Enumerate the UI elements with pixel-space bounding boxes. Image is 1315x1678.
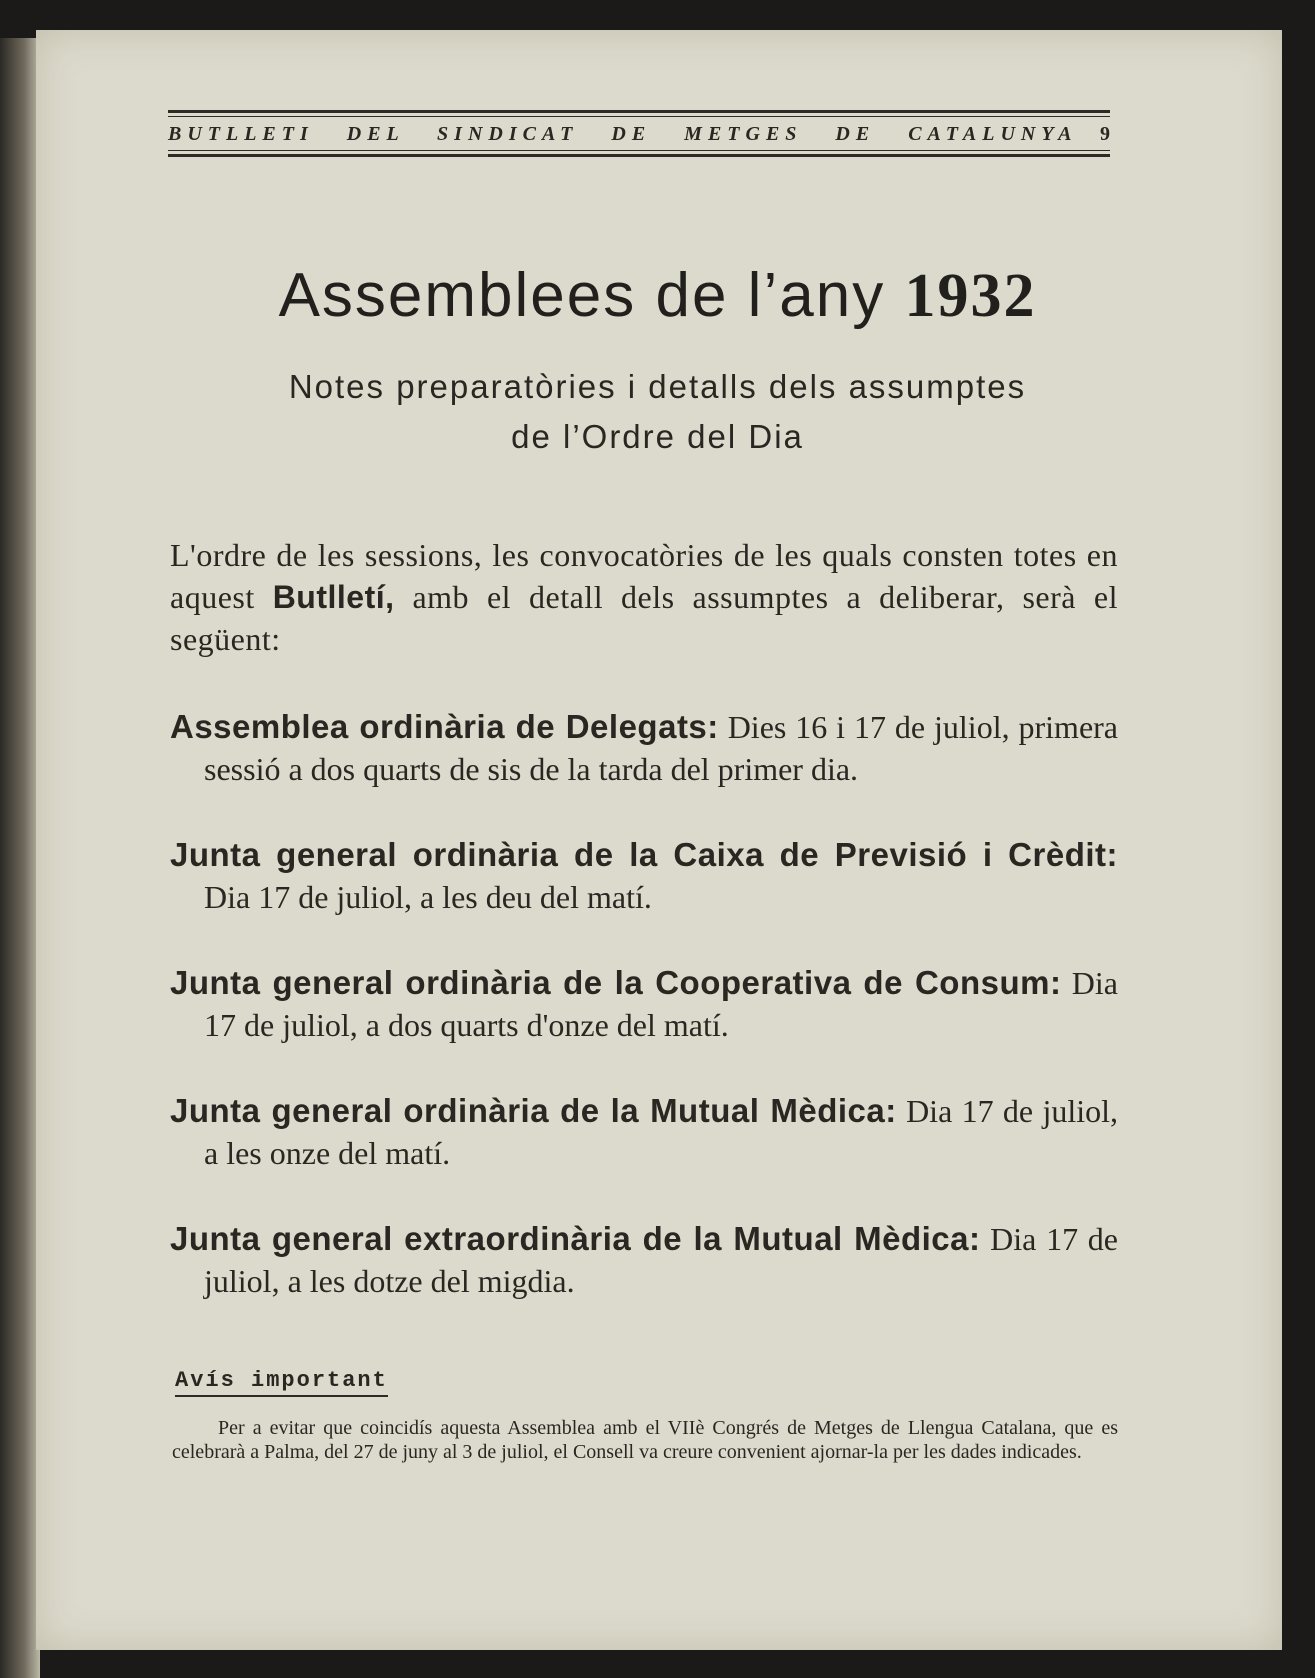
session-text: Dia 17 de juliol, a les onze del matí.	[204, 1093, 1118, 1171]
session-lead: Junta general extraordinària de la Mutual Mèdica:	[170, 1220, 981, 1257]
session-item	[170, 1218, 1118, 1302]
session-text: Dia 17 de juliol, a dos quarts d'onze del matí.	[204, 965, 1119, 1043]
intro-after: amb el detall dels assumptes a deliberar, serà el següent:	[170, 579, 1119, 657]
page-title	[0, 260, 1315, 332]
session-lead: Junta general ordinària de la Caixa de Previsió i Crèdit:	[170, 836, 1118, 873]
running-header	[168, 110, 1110, 157]
session-lead: Junta general ordinària de la Cooperativa de Consum:	[170, 964, 1062, 1001]
notice-title: Avís important	[175, 1368, 388, 1397]
session-text: Dies 16 i 17 de juliol, primera sessió a dos quarts de sis de la tarda del primer dia.	[204, 709, 1119, 787]
session-text: Dia 17 de juliol, a les deu del matí.	[204, 879, 652, 915]
running-head-line	[168, 117, 1110, 150]
header-bottom-rule	[168, 154, 1110, 157]
session-list	[170, 706, 1118, 1346]
intro-paragraph	[170, 534, 1118, 660]
session-lead: Junta general ordinària de la Mutual Mèdica:	[170, 1092, 897, 1129]
title-text: Assemblees de l’any	[278, 261, 886, 330]
page-subtitle	[0, 362, 1315, 462]
session-item	[170, 1090, 1118, 1174]
header-top-rule	[168, 110, 1110, 113]
session-lead: Assemblea ordinària de Delegats:	[170, 708, 719, 745]
subtitle-line-2: de l’Ordre del Dia	[511, 418, 804, 455]
session-text: Dia 17 de juliol, a les dotze del migdia.	[204, 1221, 1119, 1299]
running-title: BUTLLETI DEL SINDICAT DE METGES DE CATALUNYA	[168, 123, 1078, 145]
title-year: 1932	[904, 262, 1037, 330]
session-item	[170, 962, 1118, 1046]
session-item	[170, 706, 1118, 790]
intro-before: L'ordre de les sessions, les convocatòries de les quals consten totes en aquest	[170, 537, 1118, 615]
session-item	[170, 834, 1118, 918]
notice-paragraph: Per a evitar que coincidís aquesta Assemblea amb el VIIè Congrés de Metges de Llengua Catalana, que es celebrarà a Palma, del 27 de juny al 3 de juliol, el Consell va creure convenient ajornar-la per les dades indicades.	[172, 1417, 1118, 1463]
subtitle-line-1: Notes preparatòries i detalls dels assumptes	[288, 368, 1027, 405]
header-bottom-rule-thin	[168, 150, 1110, 151]
page-number: 9	[1100, 123, 1110, 145]
intro-bold: Butlletí,	[272, 579, 395, 615]
